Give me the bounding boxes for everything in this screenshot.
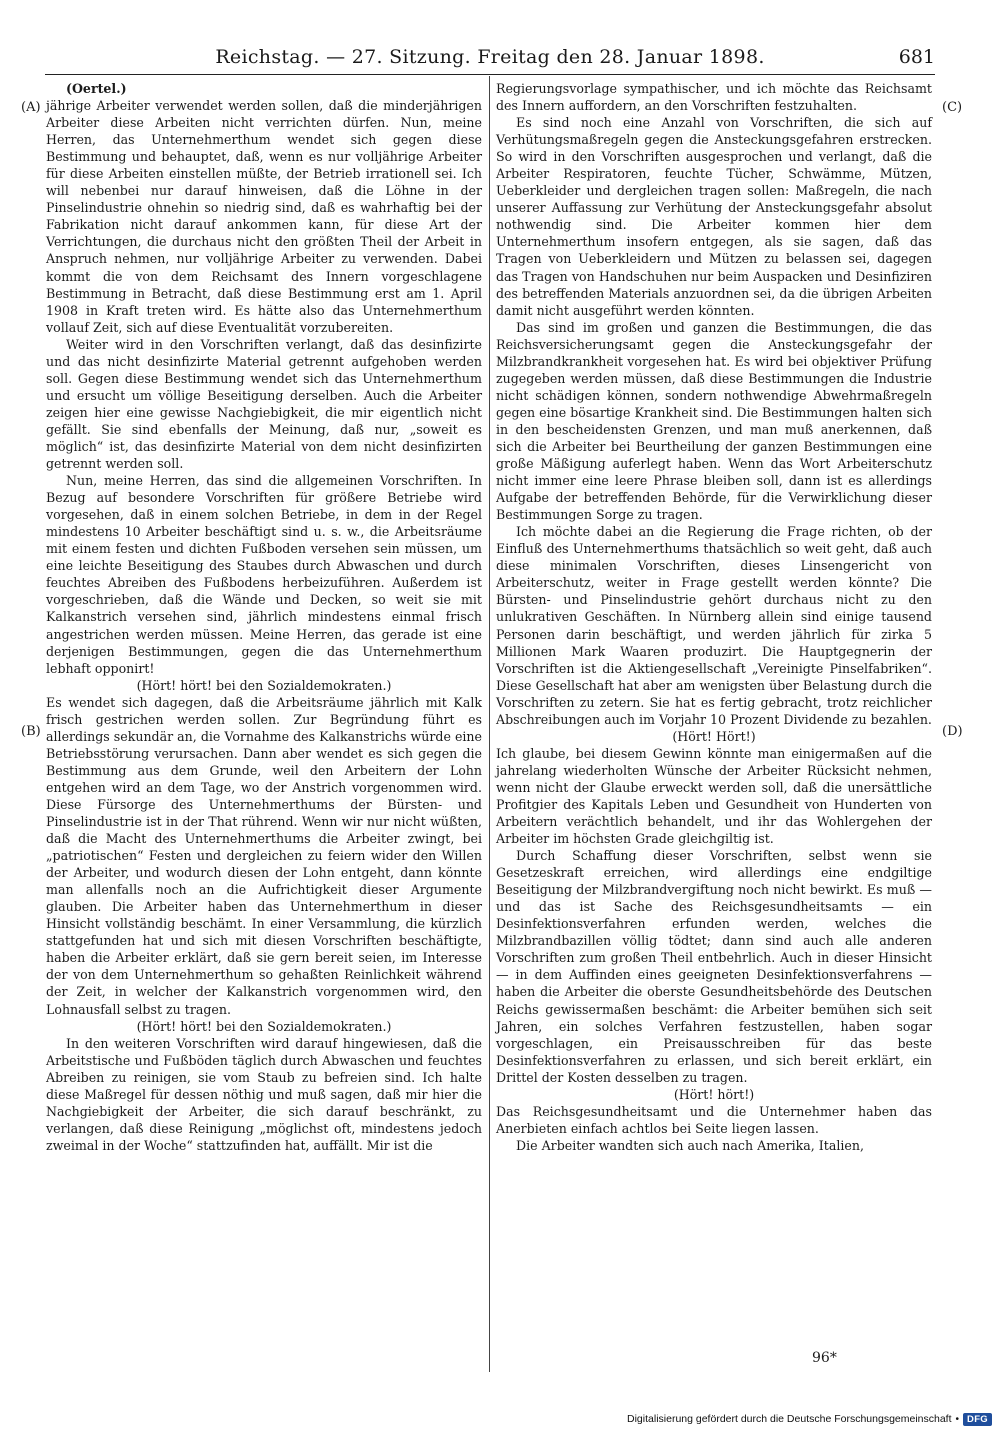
dfg-logo-icon: DFG bbox=[963, 1413, 992, 1426]
interjection: (Hört! hört! bei den Sozialdemokraten.) bbox=[136, 677, 392, 693]
margin-marker-d: (D) bbox=[942, 724, 963, 739]
header-title: Reichstag. — 27. Sitzung. Freitag den 28. Januar 1898. bbox=[215, 46, 765, 68]
paragraph: Regierungsvorlage sympathischer, und ich möchte das Reichsamt des Innern auffordern, an den Vorschriften festzuhalten. bbox=[496, 81, 932, 114]
page-number: 681 bbox=[898, 46, 935, 68]
interjection: (Hört! hört! bei den Sozialdemokraten.) bbox=[136, 1018, 392, 1034]
paragraph: Weiter wird in den Vorschriften verlangt, daß das desinfizirte und das nicht desinfizirte Material getrennt aufgehoben werden soll. Gegen diese Bestimmung wendet sich das Unternehmerthum und ersucht um völlige Beseitigung derselben. Auch die Arbeiter zeigen hier eine gewisse Nachgiebigkeit, die mir eigentlich nicht gefällt. Sie sind ebenfalls der Meinung, daß nur, „soweit es möglich“ ist, das desinfizirte Material von dem nicht desinfizirten getrennt werden soll. bbox=[46, 336, 482, 472]
margin-marker-b: (B) bbox=[21, 724, 41, 739]
left-column bbox=[46, 80, 482, 1380]
paragraph: Das sind im großen und ganzen die Bestimmungen, die das Reichsversicherungsamt gegen die Ansteckungsgefahr der Milzbrandkrankheit vorgesehen hat. Es wird bei objektiver Prüfung zugegeben werden müssen, daß diese Bestimmungen die Industrie nicht schädigen können, sondern nothwendige Abwehrmaßregeln gegen eine bösartige Krankheit sind. Die Bestimmungen halten sich in den bescheidensten Grenzen, und man muß anerkennen, daß sich die Arbeiter bei Beurtheilung der ganzen Bestimmungen eine große Mäßigung auferlegt haben. Wenn das Wort Arbeiterschutz nicht immer eine leere Phrase bleiben soll, dann ist es allerdings Aufgabe der betreffenden Behörde, für die Verwirklichung dieser Bestimmungen Sorge zu tragen. bbox=[496, 319, 932, 523]
paragraph: Es wendet sich dagegen, daß die Arbeitsräume jährlich mit Kalk frisch gestrichen werden sollen. Zur Begründung führt es allerdings sekundär an, die Vornahme des Kalkanstrichs würde eine Betriebsstörung verursachen. Dann aber wendet es sich gegen die Bestimmung aus dem Grunde, weil den Arbeitern der Lohn entgehen wird an dem Tage, wo der Anstrich vorgenommen wird. Diese Fürsorge des Unternehmerthums der Bürsten- und Pinselindustrie ist in der That rührend. Wenn wir nur nicht wüßten, daß die Macht des Unternehmerthums die Arbeiter zwingt, bei „patriotischen“ Festen und dergleichen zu feiern wider den Willen der Arbeiter, und wodurch diesen der Lohn entgeht, dann könnte man allenfalls noch an die Aufrichtigkeit dieser Argumente glauben. Die Arbeiter haben das Unternehmerthum in dieser Hinsicht vollständig beschämt. In einer Versammlung, die kürzlich stattgefunden hat und sich mit diesen Vorschriften beschäftigte, haben die Arbeiter erklärt, daß sie gern bereit seien, im Interesse der von dem Unternehmerthum so gehaßten Reinlichkeit während der Zeit, in welcher der Kalkanstrich vorgenommen wird, den Lohnausfall selbst zu tragen. bbox=[46, 694, 482, 1017]
footer-separator: • bbox=[955, 1413, 960, 1425]
running-header bbox=[45, 44, 935, 75]
speaker-name: (Oertel.) bbox=[66, 81, 127, 96]
paragraph: Nun, meine Herren, das sind die allgemeinen Vorschriften. In Bezug auf besondere Vorschriften für größere Betriebe wird vorgesehen, daß in einem solchen Betriebe, in dem in der Regel mindestens 10 Arbeiter beschäftigt sind u. s. w., die Arbeitsräume mit einem festen und dichten Fußboden versehen sein müssen, um eine leichte Beseitigung des Staubes durch Abwaschen und durch feuchtes Abreiben des Fußbodens herbeizuführen. Außerdem ist vorgeschrieben, daß die Wände und Decken, so weit sie mit Kalkanstrich versehen sind, jährlich mindestens einmal frisch angestrichen werden müssen. Meine Herren, das gerade ist eine derjenigen Bestimmungen, gegen die das Unternehmerthum lebhaft opponirt! bbox=[46, 473, 482, 676]
paragraph: Das Reichsgesundheitsamt und die Unternehmer haben das Anerbieten einfach achtlos bei Seite liegen lassen. bbox=[496, 1103, 932, 1136]
paragraph: jährige Arbeiter verwendet werden sollen, daß die minderjährigen Arbeiter diese Arbeiten nicht verrichten dürfen. Nun, meine Herren, das Unternehmerthum wendet sich gegen diese Bestimmung und behauptet, daß, wenn es nur volljährige Arbeiter für diese Arbeiten einstellen müßte, der Betrieb irrationell sei. Ich will nebenbei nur darauf hinweisen, daß die Löhne in der Pinselindustrie ohnehin so niedrig sind, daß es wahrhaftig bei der Fabrikation nicht darauf ankommen kann, für diese Art der Verrichtungen, die durchaus nicht den größten Theil der Arbeit in Anspruch nehmen, nur volljährige Arbeiter zu verwenden. Dabei kommt die von dem Reichsamt des Innern vorgeschlagene Bestimmung in Betracht, daß diese Bestimmung erst am 1. April 1908 in Kraft treten wird. Es hätte also das Unternehmerthum vollauf Zeit, sich auf diese Eventualität vorzubereiten. bbox=[46, 98, 482, 335]
paragraph: Es sind noch eine Anzahl von Vorschriften, die sich auf Verhütungsmaßregeln gegen die Ansteckungsgefahren erstrecken. So wird in den Vorschriften ausgesprochen und verlangt, daß die Arbeiter Respiratoren, feuchte Tücher, Schwämme, Mützen, Ueberkleider und dergleichen tragen sollen: Maßregeln, die nach unserer Auffassung zur Verhütung der Ansteckungsgefahr absolut nothwendig sind. Die Arbeiter kommen hier dem Unternehmerthum insofern entgegen, als sie sagen, daß das Tragen von Ueberkleidern und Mützen zu belassen sei, dagegen das Tragen von Handschuhen nur beim Auspacken und Desinfiziren des betreffenden Materials anzuordnen sei, da die übrigen Arbeiten damit nicht ausgeführt werden könnten. bbox=[496, 115, 932, 318]
paragraph: In den weiteren Vorschriften wird darauf hingewiesen, daß die Arbeitstische und Fußböden täglich durch Abwaschen und feuchtes Abreiben zu reinigen, sie vom Staub zu befreien sind. Ich halte diese Maßregel für dessen nöthig und muß sagen, daß mir hier die Nachgiebigkeit der Arbeiter, die sich darauf beschränkt, zu verlangen, daß diese Reinigung „möglichst oft, mindestens jedoch zweimal in der Woche“ stattzufinden hat, auffällt. Mir ist die bbox=[46, 1035, 482, 1153]
footer-text: Digitalisierung gefördert durch die Deutsche Forschungsgemeinschaft bbox=[627, 1413, 952, 1425]
paragraph: Durch Schaffung dieser Vorschriften, selbst wenn sie Gesetzeskraft erreichen, wird allerdings eine endgiltige Beseitigung der Milzbrandvergiftung noch nicht bewirkt. Es muß — und das ist Sache des Reichsgesundheitsamts — ein Desinfektionsverfahren erfunden werden, welches die Milzbrandbazillen völlig tödtet; dann sind auch alle anderen Vorschriften zum großen Theil entbehrlich. Auch in dieser Hinsicht — in dem Auffinden eines geeigneten Desinfektionsverfahrens — haben die Arbeiter die oberste Gesundheitsbehörde des Deutschen Reichs gewissermaßen beschämt: die Arbeiter bemühen sich seit Jahren, ein solches Verfahren festzustellen, haben sogar vorgeschlagen, ein Preisausschreiben für das beste Desinfektionsverfahren zu erlassen, und sich bereit erklärt, ein Drittel der Kosten desselben zu tragen. bbox=[496, 848, 932, 1085]
signature-mark: 96* bbox=[812, 1350, 837, 1366]
interjection: (Hört! Hört!) bbox=[672, 728, 756, 744]
paragraph: Ich glaube, bei diesem Gewinn könnte man einigermaßen auf die jahrelang wiederholten Wünsche der Arbeiter Rücksicht nehmen, wenn nicht der Glaube erweckt werden soll, daß die unersättliche Profitgier des Kapitals Leben und Gesundheit von Hunderten von Arbeitern verächtlich behandelt, und ihr das Wohlergehen der Arbeiter im höchsten Grade gleichgiltig ist. bbox=[496, 745, 932, 847]
column-divider bbox=[489, 76, 490, 1372]
digitization-footer bbox=[604, 1410, 992, 1428]
paragraph: Ich möchte dabei an die Regierung die Frage richten, ob der Einfluß des Unternehmerthums thatsächlich so weit geht, daß auch diese minimalen Vorschriften, dieses Linsengericht von Arbeiterschutz, weiter in Frage gestellt werden könnte? Die Bürsten- und Pinselindustrie gehört durchaus nicht zu den unlukrativen Geschäften. In Nürnberg allein sind einige tausend Personen darin beschäftigt, und werden jährlich für zirka 5 Millionen Mark Waaren produzirt. Die Hauptgegnerin der Vorschriften ist die Aktiengesellschaft „Vereinigte Pinselfabriken“. Diese Gesellschaft hat aber am wenigsten über Belastung durch die Vorschriften zu zetern. Sie hat es fertig gebracht, trotz reichlicher Abschreibungen auch im Vorjahr 10 Prozent Dividende zu bezahlen. bbox=[496, 524, 932, 727]
right-column bbox=[496, 80, 932, 1380]
margin-marker-a: (A) bbox=[21, 100, 41, 115]
paragraph: Die Arbeiter wandten sich auch nach Amerika, Italien, bbox=[516, 1137, 864, 1153]
interjection: (Hört! hört!) bbox=[673, 1086, 755, 1102]
margin-marker-c: (C) bbox=[942, 100, 963, 115]
